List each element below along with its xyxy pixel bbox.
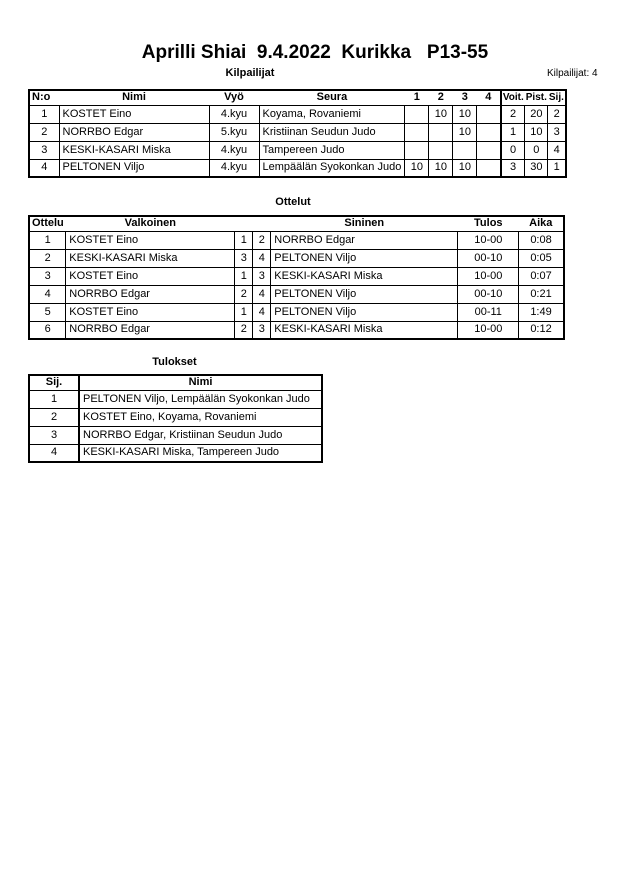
cell-valkoinen: KOSTET Eino [66,303,235,321]
cell-sininen: PELTONEN Viljo [271,249,458,267]
col-header-valkoinen: Valkoinen [66,216,235,231]
cell-sininen: NORRBO Edgar [271,231,458,249]
cell-valkoinen-num: 2 [235,285,253,303]
cell-score-3: 10 [453,123,477,141]
cell-score-4 [477,123,501,141]
col-header-round-3: 3 [453,90,477,105]
cell-nimi: PELTONEN Viljo [59,159,209,177]
cell-seura [259,159,405,177]
cell-seura-text: Lempäälän Syokonkan Judo [262,161,402,174]
table-row [29,105,566,123]
table-row [29,303,564,321]
kilpailijat-section-title: Kilpailijat [225,67,275,79]
cell-score-1 [405,141,429,159]
col-header-round-4: 4 [477,90,501,105]
tulokset-section-title: Tulokset [152,356,197,368]
col-header-ottelu: Ottelu [29,216,66,231]
cell-score-3 [453,141,477,159]
cell-valkoinen-num: 1 [235,267,253,285]
table-row [29,426,322,444]
cell-pist: 20 [525,105,548,123]
cell-nimi: NORRBO Edgar, Kristiinan Seudun Judo [79,426,322,444]
cell-match-no: 1 [29,231,66,249]
table-row [29,285,564,303]
cell-valkoinen: KOSTET Eino [66,231,235,249]
col-header-empty [253,216,271,231]
col-header-voit: Voit. [501,90,525,105]
col-header-round-2: 2 [429,90,453,105]
cell-voit: 1 [501,123,525,141]
cell-aika: 0:05 [519,249,564,267]
cell-sij: 2 [29,408,79,426]
cell-score-1 [405,123,429,141]
col-header-nimi: Nimi [79,375,322,390]
cell-pist: 0 [525,141,548,159]
cell-tulos: 10-00 [458,231,519,249]
kilpailijat-table [28,89,567,178]
cell-sininen-num: 3 [253,267,271,285]
cell-sininen-num: 4 [253,285,271,303]
competitor-count: Kilpailijat: 4 [547,68,598,79]
cell-vyo: 4.kyu [209,141,259,159]
cell-tulos: 00-10 [458,249,519,267]
cell-score-4 [477,105,501,123]
cell-match-no: 2 [29,249,66,267]
cell-seura: Koyama, Rovaniemi [259,105,405,123]
cell-aika: 0:21 [519,285,564,303]
table-row [29,444,322,462]
page-title: Aprilli Shiai 9.4.2022 Kurikka P13-55 [141,42,489,63]
cell-match-no: 4 [29,285,66,303]
cell-nimi: KOSTET Eino, Koyama, Rovaniemi [79,408,322,426]
cell-match-no: 6 [29,321,66,339]
cell-tulos: 00-11 [458,303,519,321]
table-row [29,123,566,141]
cell-sininen-num: 4 [253,303,271,321]
cell-score-3: 10 [453,105,477,123]
cell-score-2: 10 [429,159,453,177]
tulokset-header-row [29,375,322,390]
col-header-vyo: Vyö [209,90,259,105]
col-header-round-1: 1 [405,90,429,105]
table-row [29,321,564,339]
cell-no: 1 [29,105,59,123]
cell-no: 3 [29,141,59,159]
cell-voit: 2 [501,105,525,123]
cell-match-no: 5 [29,303,66,321]
col-header-sij: Sij. [548,90,566,105]
cell-sij: 1 [29,390,79,408]
cell-tulos: 00-10 [458,285,519,303]
cell-tulos: 10-00 [458,321,519,339]
cell-pist: 30 [525,159,548,177]
cell-vyo: 5.kyu [209,123,259,141]
cell-sij: 3 [548,123,566,141]
col-header-pist: Pist. [525,90,548,105]
cell-sininen-num: 2 [253,231,271,249]
col-header-tulos: Tulos [458,216,519,231]
cell-score-2 [429,141,453,159]
cell-sininen: KESKI-KASARI Miska [271,321,458,339]
cell-valkoinen: KESKI-KASARI Miska [66,249,235,267]
kilpailijat-header-row [29,90,566,105]
cell-nimi: KESKI-KASARI Miska [59,141,209,159]
col-header-nimi: Nimi [59,90,209,105]
cell-no: 2 [29,123,59,141]
cell-aika: 0:08 [519,231,564,249]
col-header-seura: Seura [259,90,405,105]
cell-sininen-num: 3 [253,321,271,339]
table-row [29,231,564,249]
cell-score-2 [429,123,453,141]
cell-nimi: KOSTET Eino [59,105,209,123]
cell-valkoinen-num: 2 [235,321,253,339]
cell-no: 4 [29,159,59,177]
table-row [29,390,322,408]
cell-seura: Kristiinan Seudun Judo [259,123,405,141]
ottelut-header-row [29,216,564,231]
ottelut-section-title: Ottelut [275,196,311,208]
cell-sij: 2 [548,105,566,123]
col-header-sij: Sij. [29,375,79,390]
cell-aika: 1:49 [519,303,564,321]
tulokset-table [28,374,323,463]
cell-sij: 1 [548,159,566,177]
cell-valkoinen: NORRBO Edgar [66,285,235,303]
cell-score-3: 10 [453,159,477,177]
cell-sij: 4 [548,141,566,159]
cell-tulos: 10-00 [458,267,519,285]
cell-vyo: 4.kyu [209,159,259,177]
cell-voit: 3 [501,159,525,177]
cell-score-4 [477,141,501,159]
cell-sij: 4 [29,444,79,462]
cell-nimi: PELTONEN Viljo, Lempäälän Syokonkan Judo [79,390,322,408]
table-row [29,141,566,159]
cell-vyo: 4.kyu [209,105,259,123]
cell-aika: 0:12 [519,321,564,339]
cell-sininen: KESKI-KASARI Miska [271,267,458,285]
cell-sininen: PELTONEN Viljo [271,303,458,321]
cell-nimi: KESKI-KASARI Miska, Tampereen Judo [79,444,322,462]
cell-valkoinen-num: 3 [235,249,253,267]
cell-valkoinen-num: 1 [235,231,253,249]
cell-score-4 [477,159,501,177]
cell-voit: 0 [501,141,525,159]
cell-score-1: 10 [405,159,429,177]
col-header-no: N:o [29,90,59,105]
cell-sininen: PELTONEN Viljo [271,285,458,303]
table-row [29,267,564,285]
cell-nimi: NORRBO Edgar [59,123,209,141]
col-header-sininen: Sininen [271,216,458,231]
cell-seura: Tampereen Judo [259,141,405,159]
table-row [29,249,564,267]
cell-score-1 [405,105,429,123]
table-row [29,159,566,177]
cell-sij: 3 [29,426,79,444]
col-header-empty [235,216,253,231]
cell-aika: 0:07 [519,267,564,285]
col-header-aika: Aika [519,216,564,231]
ottelut-table [28,215,565,340]
cell-pist: 10 [525,123,548,141]
cell-score-2: 10 [429,105,453,123]
cell-match-no: 3 [29,267,66,285]
cell-valkoinen-num: 1 [235,303,253,321]
cell-sininen-num: 4 [253,249,271,267]
table-row [29,408,322,426]
cell-valkoinen: NORRBO Edgar [66,321,235,339]
cell-valkoinen: KOSTET Eino [66,267,235,285]
